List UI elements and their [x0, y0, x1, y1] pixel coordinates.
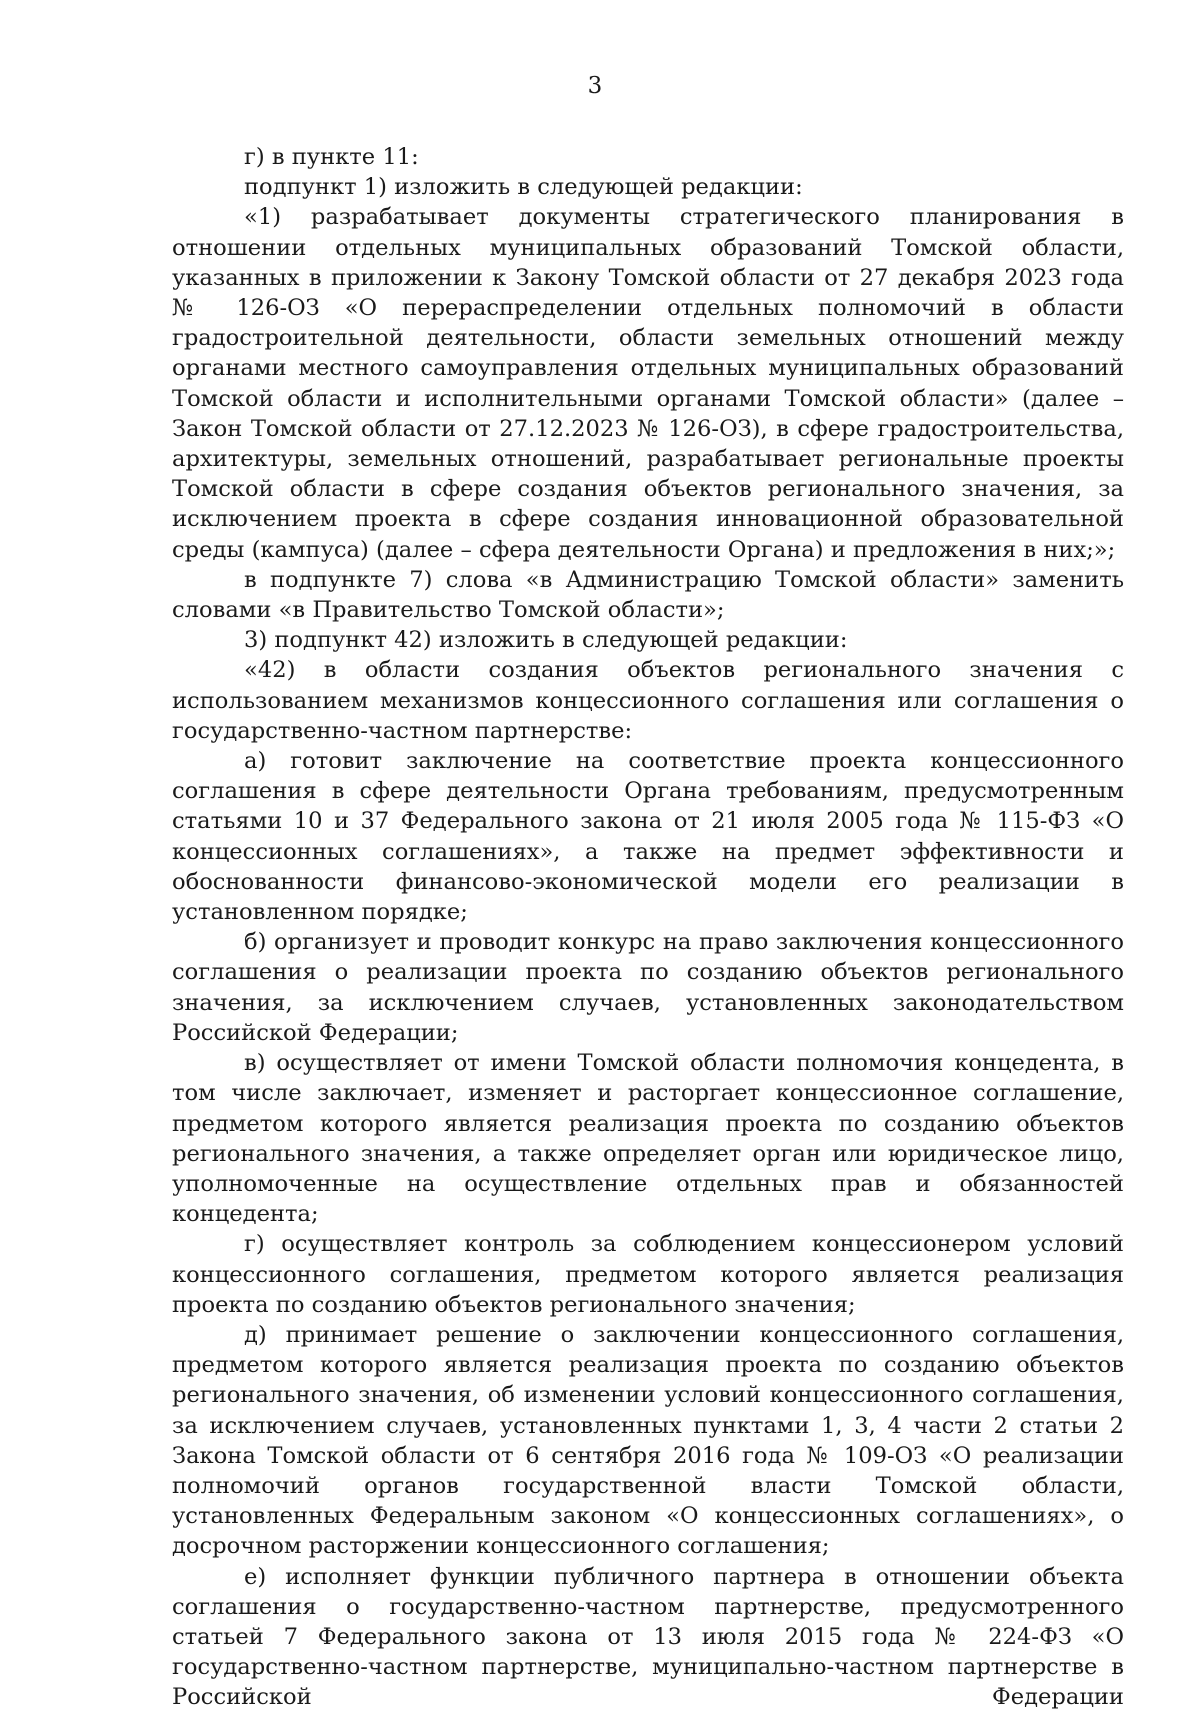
paragraph-subitem-42-intro: «42) в области создания объектов регионального значения с использованием механизмов концессионного соглашения или соглашения о государственно-частном партнерстве: [172, 657, 1124, 744]
paragraph-subitem-v: в) осуществляет от имени Томской области полномочия концедента, в том числе заключает, изменяет и расторгает концессионное соглашение, предметом которого является реализация проекта по созданию объектов регионального значения, а также определяет орган или юридическое лицо, уполномоченные на осуществление отдельных прав и обязанностей концедента; [172, 1050, 1124, 1228]
paragraph-subitem-1-intro: подпункт 1) изложить в следующей редакции: [244, 174, 803, 201]
paragraph-item-3: 3) подпункт 42) изложить в следующей редакции: [244, 627, 848, 654]
paragraph-subitem-e: е) исполняет функции публичного партнера в отношении объекта соглашения о государственно-частном партнерстве, предусмотренного статьей 7 Федерального закона от 13 июля 2015 года № 224-ФЗ «О государственно-частном партнерстве, муниципально-частном партнерстве в Российской Федерации [172, 1563, 1124, 1711]
document-body [172, 142, 1124, 1713]
paragraph-subitem-1-text: «1) разрабатывает документы стратегического планирования в отношении отдельных муниципальных образований Томской области, указанных в приложении к Закону Томской области от 27 декабря 2023 года № 126-ОЗ «О перераспределении отдельных полномочий в области градостроительной деятельности, области земельных отношений между органами местного самоуправления отдельных муниципальных образований Томской области и исполнительными органами Томской области» (далее – Закон Томской области от 27.12.2023 № 126-ОЗ), в сфере градостроительства, архитектуры, земельных отношений, разрабатывает региональные проекты Томской области в сфере создания объектов регионального значения, за исключением проекта в сфере создания инновационной образовательной среды (кампуса) (далее – сфера деятельности Органа) и предложения в них;»; [172, 204, 1124, 563]
paragraph-subitem-b: б) организует и проводит конкурс на право заключения концессионного соглашения о реализации проекта по созданию объектов регионального значения, за исключением случаев, установленных законодательством Российской Федерации; [172, 929, 1124, 1046]
paragraph-subitem-a: а) готовит заключение на соответствие проекта концессионного соглашения в сфере деятельности Органа требованиям, предусмотренным статьями 10 и 37 Федерального закона от 21 июля 2005 года № 115-ФЗ «О концессионных соглашениях», а также на предмет эффективности и обоснованности финансово-экономической модели его реализации в установленном порядке; [172, 748, 1124, 926]
paragraph-subitem-7: в подпункте 7) слова «в Администрацию Томской области» заменить словами «в Правительство Томской области»; [172, 566, 1124, 624]
page-number: 3 [587, 73, 603, 99]
paragraph-subitem-g: г) осуществляет контроль за соблюдением концессионером условий концессионного соглашения, предметом которого является реализация проекта по созданию объектов регионального значения; [172, 1231, 1124, 1318]
paragraph-subitem-d: д) принимает решение о заключении концессионного соглашения, предметом которого является реализация проекта по созданию объектов регионального значения, об изменении условий концессионного соглашения, за исключением случаев, установленных пунктами 1, 3, 4 части 2 статьи 2 Закона Томской области от 6 сентября 2016 года № 109-ОЗ «О реализации полномочий органов государственной власти Томской области, установленных Федеральным законом «О концессионных соглашениях», о досрочном расторжении концессионного соглашения; [172, 1321, 1124, 1560]
paragraph-item-g: г) в пункте 11: [244, 144, 419, 170]
